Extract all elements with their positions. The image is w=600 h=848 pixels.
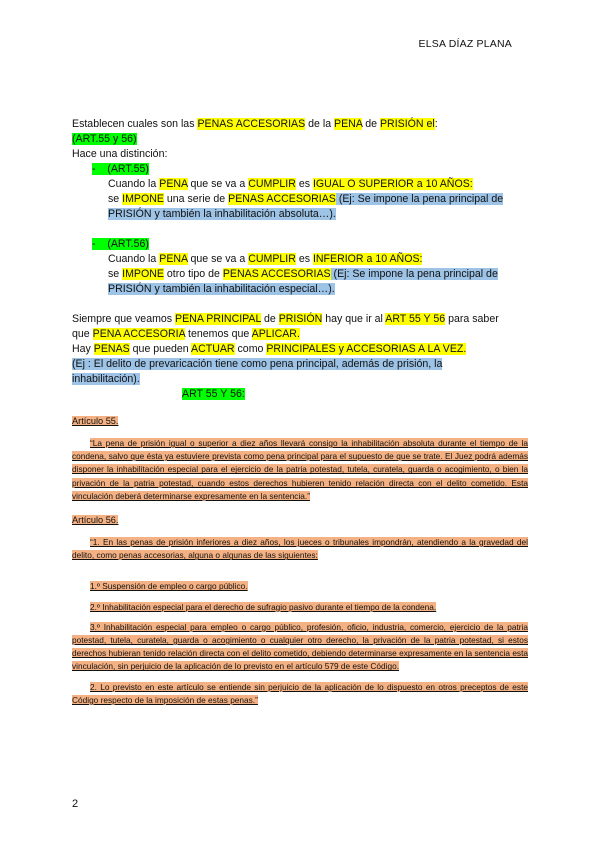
bullet-art55-line-2: se IMPONE una serie de PENAS ACCESORIAS (Ej: Se impone la pena principal de [108,193,504,205]
document-body [72,117,528,707]
article-56-item-2: 2.º Inhabilitación especial para el derecho de sufragio pasivo durante el tiempo de la condena. [90,601,437,612]
article-56-para-2: 2. Lo previsto en este artículo se entiende sin perjuicio de la aplicación de lo dispuesto en otros preceptos de este Código respecto de la imposición de estas penas.” [72,681,528,705]
bullet-art55-line-1: Cuando la PENA que se va a CUMPLIR es IGUAL O SUPERIOR a 10 AÑOS: [108,178,473,190]
article-56-item-1: 1.º Suspensión de empleo o cargo público. [90,581,248,592]
summary-line-3: Hay PENAS que pueden ACTUAR como PRINCIPALES y ACCESORIAS A LA VEZ. [72,343,467,355]
article-56-title: Artículo 56. [72,515,119,526]
article-55-text: “La pena de prisión igual o superior a diez años llevará consigo la inhabilitación absoluta durante el tiempo de la condena, salvo que ésta ya estuviere prevista como pena principal para el supuesto de que se trate. El Juez podrá además disponer la inhabilitación especial para el ejercicio de la patria potestad, tutela, curatela, guarda o acogimiento, o bien la privación de la patria potestad, cuando estos derechos hubieren tenido relación directa con el delito cometido. Esta vinculación deberá determinarse expresamente en la sentencia.” [72,438,528,501]
article-56-item-3: 3.º Inhabilitación especial para empleo o cargo público, profesión, oficio, industria, comercio, ejercicio de la patria potestad, tutela, curatela, guarda o acogimiento o cualquier otro derecho, la privación de la patria potestad, si estos derechos hubieran tenido relación directa con el delito cometido, debiendo determinarse expresamente en la sentencia esta vinculación, sin perjuicio de la aplicación de lo previsto en el artículo 579 de este Código. [72,621,528,672]
intro-line-3: Hace una distinción: [72,148,168,160]
summary-center-ref: ART 55 Y 56: [182,388,245,400]
bullet-art56-line-1: Cuando la PENA que se va a CUMPLIR es INFERIOR a 10 AÑOS: [108,253,423,265]
bullet-art55-ref: - (ART.55) [92,163,149,175]
header-author: ELSA DÍAZ PLANA [418,38,512,50]
article-56-para-1: “1. En las penas de prisión inferiores a diez años, los jueces o tribunales impondrán, atendiendo a la gravedad del delito, como penas accesorias, alguna o algunas de las siguientes: [72,537,528,561]
bullet-art56-ref: - (ART.56) [92,238,149,250]
summary-line-5: inhabilitación). [72,373,140,385]
summary-line-2: que PENA ACCESORIA tenemos que APLICAR. [72,328,300,340]
article-55-title: Artículo 55. [72,416,119,426]
page-number: 2 [72,798,79,810]
summary-line-4: (Ej : El delito de prevaricación tiene como pena principal, además de prisión, la [72,358,443,370]
bullet-art56-line-3: PRISIÓN y también la inhabilitación especial…). [108,283,335,295]
intro-line-1: Establecen cuales son las PENAS ACCESORIAS de la PENA de PRISIÓN el: [72,118,438,130]
intro-line-2: (ART.55 y 56) [72,133,137,145]
bullet-art56-line-2: se IMPONE otro tipo de PENAS ACCESORIAS (Ej: Se impone la pena principal de [108,268,498,280]
bullet-art55-line-3: PRISIÓN y también la inhabilitación absoluta…). [108,208,336,220]
summary-line-1: Siempre que veamos PENA PRINCIPAL de PRISIÓN hay que ir al ART 55 Y 56 para saber [72,313,499,325]
